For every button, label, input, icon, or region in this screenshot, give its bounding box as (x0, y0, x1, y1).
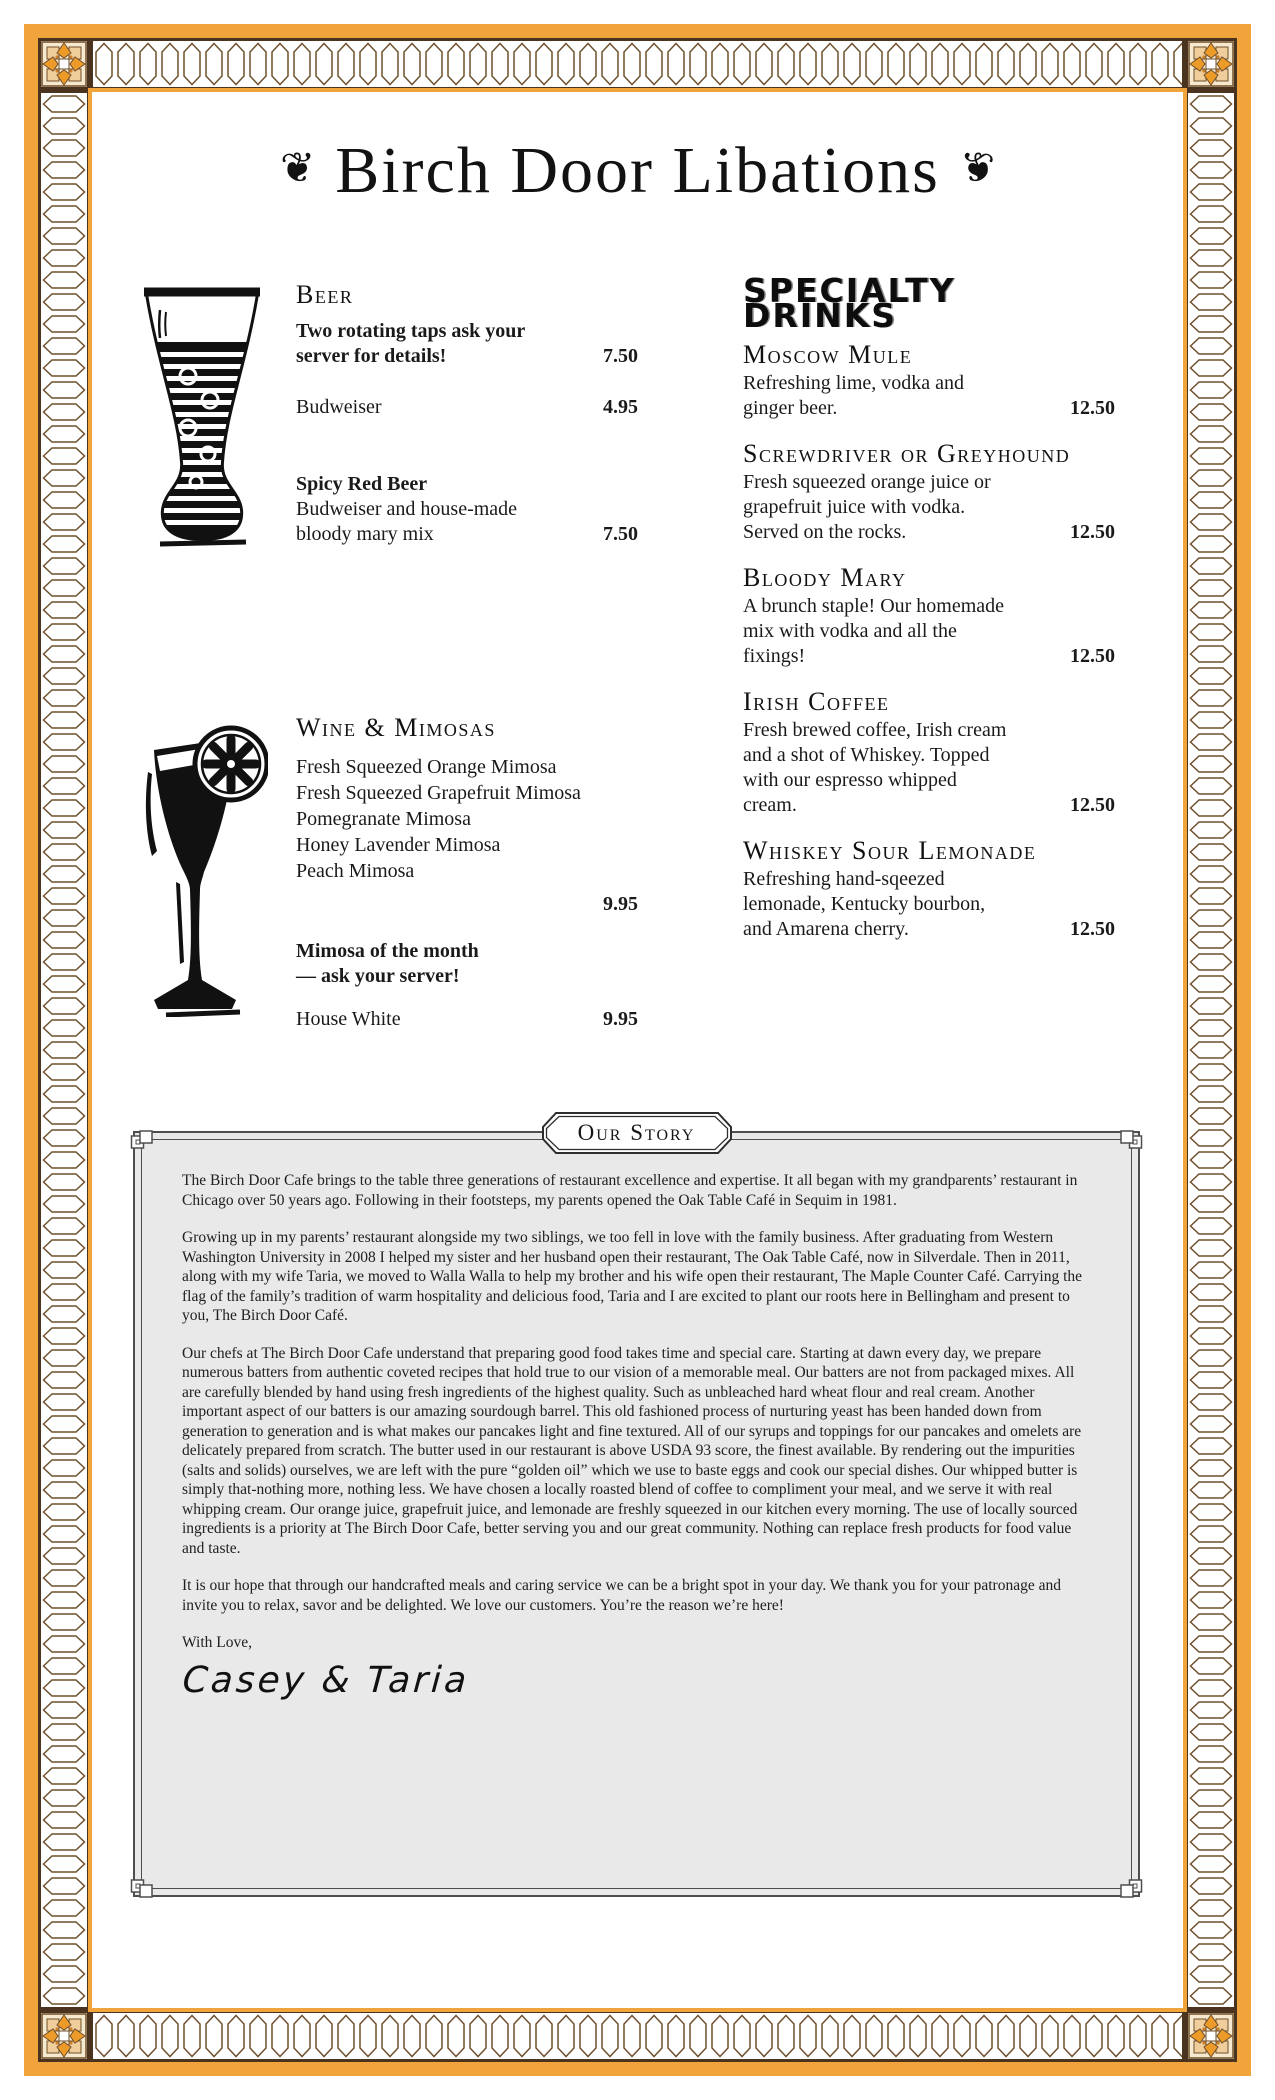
wine-mimosas-section (296, 715, 638, 1032)
note-line: Mimosa of the month (296, 940, 479, 962)
corner-knot-icon (1118, 1875, 1144, 1901)
specialty-drinks-section (743, 271, 1115, 962)
price: 12.50 (1070, 521, 1115, 543)
our-story-panel (133, 1120, 1140, 1897)
page-title-text: Birch Door Libations (335, 134, 940, 207)
story-paragraph: Our chefs at The Birch Door Cafe understand that preparing good food takes time and special care. Starting at dawn every day, we prepare numerous batters from authentic coveted recipes that hold true to our vision of a memorable meal. Our batters are not from packaged mixes. All are carefully blended by hand using fresh ingredients of the highest quality. Such as unbleached hard wheat flour and real cream. Another important aspect of our batters is our amazing sourdough barrel. This old fashioned process of nurturing yeast has been handed down from generation to generation and is what makes our pancakes light and fine textured. All of our syrups and toppings for our pancakes and omelets are delicately prepared from scratch. The butter used in our restaurant is above USDA 93 score, the finest available. By rendering out the impurities (salts and solids) ourselves, we are left with the pure “golden oil” which we use to baste eggs and cook our special dishes. Our whipped butter is simply that-nothing more, nothing less. We have chosen a locally roasted blend of coffee to compliment your meal, and we serve it with real whipping cream. Our orange juice, grapefruit juice, and lemonade are freshly squeezed in our kitchen every morning. The use of locally sourced ingredients is a priority at The Birch Door Cafe, better serving you and our great community. Nothing can replace fresh products for food value and taste. (182, 1344, 1082, 1557)
price: 12.50 (1070, 918, 1115, 940)
item-name: Budweiser (296, 396, 382, 418)
border-corner-rosette-icon (1185, 2010, 1237, 2062)
story-paragraph: Growing up in my parents’ restaurant alongside my two siblings, we too fell in love with the family business. After graduating from Western Washington University in 2008 I helped my sister and her husband open their restaurant, The Oak Table Café, now in Silverdale. Then in 2011, along with my wife Taria, we moved to Walla Walla to help my brother and his wife open their restaurant, The Maple Counter Café. Carrying the flag of the family’s tradition of warm hospitality and delicious food, Taria and I are excited to plant our roots here in Bellingham and present to you, The Birch Door Café. (182, 1229, 1083, 1324)
item-description: Fresh brewed coffee, Irish cream and a shot of Whiskey. Topped with our espresso whipped cream. (743, 719, 1007, 816)
menu-item-bloody-mary (743, 565, 1115, 669)
list-item: Fresh Squeezed Grapefruit Mimosa (296, 782, 581, 804)
wine-heading: Wine & Mimosas (296, 713, 496, 742)
note-line: — ask your server! (296, 965, 460, 987)
price: 12.50 (1070, 397, 1115, 419)
item-description: Fresh squeezed orange juice or grapefruit juice with vodka. Served on the rocks. (743, 471, 991, 543)
border-corner-rosette-icon (38, 38, 90, 90)
item-name: Whiskey Sour Lemonade (743, 836, 1037, 865)
item-name: House White (296, 1008, 401, 1030)
price: 4.95 (603, 396, 638, 418)
specialty-heading: SPECIALTY DRINKS (743, 271, 956, 335)
story-closing: With Love, (182, 1634, 252, 1651)
item-description: A brunch staple! Our homemade mix with vodka and all the fixings! (743, 595, 1005, 667)
item-name: Bloody Mary (743, 563, 907, 592)
our-story-badge (542, 1112, 732, 1154)
our-story-heading: Our Story (577, 1120, 696, 1145)
border-corner-rosette-icon (38, 2010, 90, 2062)
price: 9.95 (603, 893, 638, 915)
menu-item-moscow-mule (743, 342, 1115, 421)
corner-knot-icon (1118, 1127, 1144, 1153)
item-name: Two rotating taps ask your server for details! (296, 320, 525, 367)
menu-item-whiskey-sour-lemonade (743, 838, 1115, 942)
beer-section (296, 282, 638, 547)
beer-heading: Beer (296, 280, 354, 309)
border-band-top (90, 38, 1185, 90)
price: 7.50 (603, 345, 638, 367)
menu-item-budweiser (296, 395, 638, 420)
corner-knot-icon (129, 1875, 155, 1901)
title-flourish-right-icon: ❦ (957, 143, 995, 192)
story-text (181, 1171, 1091, 1701)
price: 12.50 (1070, 794, 1115, 816)
list-item: Peach Mimosa (296, 860, 415, 882)
item-name: Screwdriver or Greyhound (743, 439, 1071, 468)
item-description: Refreshing lime, vodka and ginger beer. (743, 372, 965, 419)
story-paragraph: It is our hope that through our handcrafted meals and caring service we can be a bright spot in your day. We thank you for your patronage and invite you to relax, savor and be delighted. We love our customers. You’re the reason we’re here! (182, 1577, 1061, 1614)
border-band-left (38, 90, 90, 2010)
menu-item-rotating-taps (296, 319, 638, 369)
mimosa-glass-illustration (136, 712, 268, 1017)
list-item: Pomegranate Mimosa (296, 808, 471, 830)
border-band-right (1185, 90, 1237, 2010)
border-corner-rosette-icon (1185, 38, 1237, 90)
beer-glass-illustration (126, 286, 278, 548)
border-band-bottom (90, 2010, 1185, 2062)
item-name: Irish Coffee (743, 687, 890, 716)
menu-item-screwdriver-greyhound (743, 441, 1115, 545)
page-title (0, 134, 1275, 207)
mimosa-list (296, 754, 638, 884)
item-description: Refreshing hand-sqeezed lemonade, Kentucky bourbon, and Amarena cherry. (743, 868, 986, 940)
mimosa-of-the-month-note (296, 939, 638, 989)
menu-item-spicy-red-beer (296, 472, 638, 547)
list-item: Honey Lavender Mimosa (296, 834, 501, 856)
item-name: Spicy Red Beer (296, 473, 428, 495)
price: 12.50 (1070, 645, 1115, 667)
story-paragraph: The Birch Door Cafe brings to the table three generations of restaurant excellence and expertise. It all began with my grandparents’ restaurant in Chicago over 50 years ago. Following in their footsteps, my parents opened the Oak Table Café in Sequim in 1981. (182, 1172, 1078, 1209)
item-description: Budweiser and house-made bloody mary mix (296, 498, 518, 545)
corner-knot-icon (129, 1127, 155, 1153)
menu-item-house-white (296, 1007, 638, 1032)
price: 7.50 (603, 523, 638, 545)
menu-item-irish-coffee (743, 689, 1115, 818)
list-item: Fresh Squeezed Orange Mimosa (296, 756, 557, 778)
item-name: Moscow Mule (743, 340, 913, 369)
title-flourish-left-icon: ❦ (280, 143, 318, 192)
signature: Casey & Taria (181, 1659, 471, 1701)
price: 9.95 (603, 1008, 638, 1030)
